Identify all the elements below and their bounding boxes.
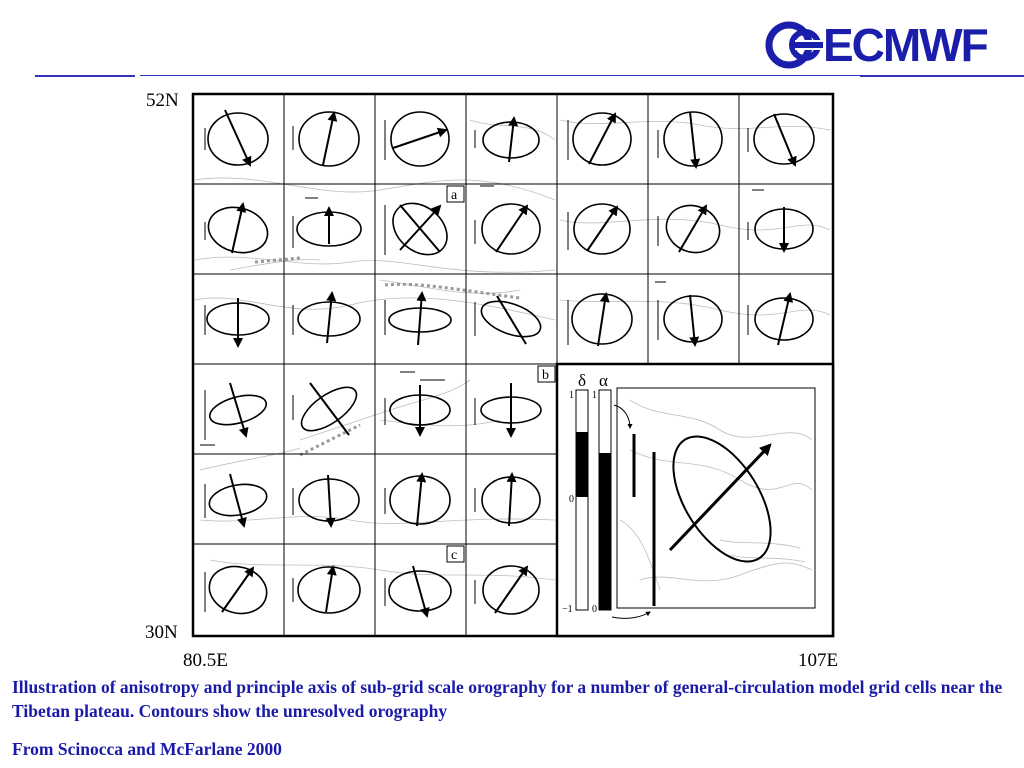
lat-top-label: 52N (146, 90, 179, 111)
panel-label-b-text: b (542, 368, 549, 383)
figure-source: From Scinocca and McFarlane 2000 (12, 739, 282, 759)
alpha-tick-1: 1 (592, 390, 597, 401)
lon-right-label: 107E (798, 650, 839, 671)
alpha-symbol: α (599, 371, 608, 390)
delta-bar-fill (576, 432, 588, 497)
panel-label-c-text: c (451, 548, 458, 563)
delta-tick-m1: −1 (562, 604, 573, 615)
alpha-bar-fill (599, 453, 611, 610)
panel-label-a-text: a (451, 188, 458, 203)
alpha-tick-0: 0 (592, 604, 597, 615)
delta-tick-1: 1 (569, 390, 574, 401)
lat-bottom-label: 30N (145, 622, 178, 643)
ridge-marks (255, 258, 520, 455)
inset-frame (557, 364, 833, 636)
delta-bar (576, 390, 588, 610)
figure-caption: Illustration of anisotropy and principle axis of sub-grid scale orography for a number of general-circulation model grid cells near the Tibetan plateau. Contours show the unresolved orography (12, 677, 1003, 721)
logo-text: ECMWF (823, 19, 987, 71)
delta-symbol: δ (578, 371, 587, 390)
delta-tick-0: 0 (569, 494, 574, 505)
lon-left-label: 80.5E (183, 650, 228, 671)
